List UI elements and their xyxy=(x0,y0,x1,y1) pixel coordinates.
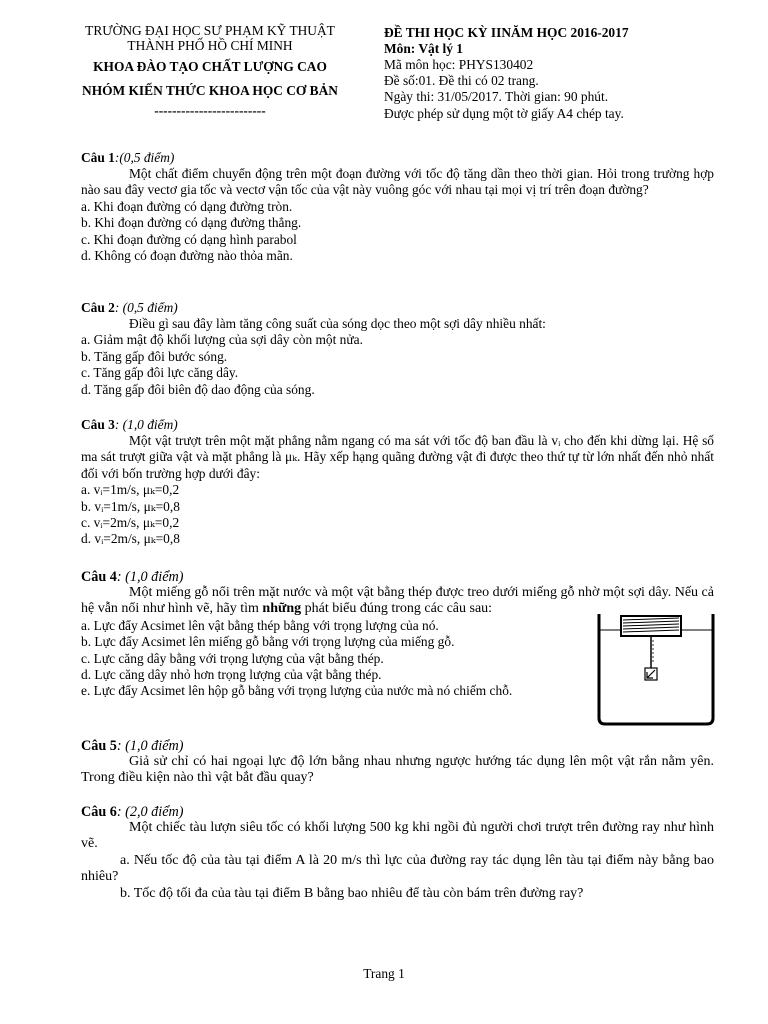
question-points: : (1,0 điểm) xyxy=(116,738,184,754)
option-b: b. Lực đẩy Acsimet lên miếng gỗ bằng với trọng lượng của miếng gỗ. xyxy=(81,634,455,650)
wooden-block xyxy=(621,616,681,636)
exam-date-time: Ngày thi: 31/05/2017. Thời gian: 90 phút. xyxy=(384,89,609,105)
option-a: a. vᵢ=1m/s, μₖ=0,2 xyxy=(81,482,180,498)
option-c: c. Khi đoạn đường có dạng hình parabol xyxy=(81,231,297,247)
exam-number: Đề số:01. Đề thi có 02 trang. xyxy=(384,73,539,89)
option-b: b. vᵢ=1m/s, μₖ=0,8 xyxy=(81,498,180,514)
exam-title: ĐỀ THI HỌC KỲ IINĂM HỌC 2016-2017 xyxy=(384,25,629,40)
subject-line: Môn: Vật lý 1 xyxy=(384,41,463,56)
question-points: :(0,5 điểm) xyxy=(114,150,175,165)
faculty-name: KHOA ĐÀO TẠO CHẤT LƯỢNG CAO xyxy=(93,59,327,74)
stem-emphasis: những xyxy=(262,601,302,617)
question-heading xyxy=(81,150,714,166)
question-1 xyxy=(81,150,714,264)
sub-question-a: a. Nếu tốc độ của tàu tại điểm A là 20 m/s thì lực của đường ray tác dụng lên tàu tại điểm này bằng bao nhiêu? xyxy=(81,852,714,885)
beaker-figure xyxy=(597,606,715,726)
school-name-line1: TRƯỜNG ĐẠI HỌC SƯ PHẠM KỸ THUẬT xyxy=(85,23,335,38)
option-e: e. Lực đẩy Acsimet lên hộp gỗ bằng với trọng lượng của nước mà nó chiếm chỗ. xyxy=(81,683,513,699)
question-label: Câu 5 xyxy=(81,738,117,754)
question-stem: Điều gì sau đây làm tăng công suất của sóng dọc theo một sợi dây nhiều nhất: xyxy=(129,316,546,331)
question-points: : (1,0 điểm) xyxy=(116,569,184,585)
question-points: : (0,5 điểm) xyxy=(114,300,178,315)
question-label: Câu 1 xyxy=(81,150,115,165)
question-points: : (2,0 điểm) xyxy=(116,804,184,820)
page-number: Trang 1 xyxy=(363,966,405,981)
question-5 xyxy=(81,738,714,787)
question-stem: Giả sử chỉ có hai ngoại lực độ lớn bằng nhau nhưng ngược hướng tác dụng lên một vật rắn nằm yên. Trong điều kiện nào thì vật bắt đầu quay? xyxy=(81,754,714,786)
question-label: Câu 3 xyxy=(81,417,115,432)
question-stem: Một chất điểm chuyển động trên một đoạn đường với tốc độ tăng dần theo thời gian. Hỏi trong trường hợp nào sau đây vectơ gia tốc và vectơ vận tốc của vật này vuông góc với nhau tại mọi vị trí trên đoạn đường? xyxy=(81,166,714,198)
option-d: d. vᵢ=2m/s, μₖ=0,8 xyxy=(81,531,180,547)
question-points: : (1,0 điểm) xyxy=(114,417,178,432)
course-code: Mã môn học: PHYS130402 xyxy=(384,57,534,72)
option-a: a. Lực đẩy Acsimet lên vật bằng thép bằng với trọng lượng của nó. xyxy=(81,617,439,633)
question-stem: Một chiếc tàu lượn siêu tốc có khối lượng 500 kg khi ngồi đủ người chơi trượt trên đường ray như hình vẽ. xyxy=(81,820,714,852)
question-heading xyxy=(81,738,714,754)
question-label: Câu 4 xyxy=(81,569,117,585)
question-2 xyxy=(81,300,714,398)
option-d: d. Tăng gấp đôi biên độ dao động của sóng. xyxy=(81,381,315,397)
question-3 xyxy=(81,417,714,548)
group-name: NHÓM KIẾN THỨC KHOA HỌC CƠ BẢN xyxy=(82,83,338,98)
question-heading xyxy=(81,804,714,820)
option-a: a. Giảm mật độ khối lượng của sợi dây còn một nửa. xyxy=(81,332,363,348)
question-heading xyxy=(81,417,714,433)
question-6 xyxy=(81,804,714,902)
option-d: d. Lực căng dây nhỏ hơn trọng lượng của vật bằng thép. xyxy=(81,667,382,683)
header-right xyxy=(384,25,744,122)
option-c: c. vᵢ=2m/s, μₖ=0,2 xyxy=(81,515,180,531)
steel-object xyxy=(645,668,657,680)
option-c: c. Lực căng dây bằng với trọng lượng của vật bằng thép. xyxy=(81,650,384,666)
stem-text-2: phát biểu đúng trong các câu sau: xyxy=(301,601,493,617)
question-stem: Một vật trượt trên một mặt phẳng nằm ngang có ma sát với tốc độ ban đầu là vᵢ cho đến khi dừng lại. Hệ số ma sát trượt giữa vật và mặt phẳng là μₖ. Hãy xếp hạng quãng đường vật đi được theo thứ tự từ lớn nhất đến nhỏ nhất đối với bốn trường hợp dưới đây: xyxy=(81,433,714,481)
question-label: Câu 6 xyxy=(81,804,117,820)
header-left xyxy=(60,23,360,118)
sub-question-b: b. Tốc độ tối đa của tàu tại điểm B bằng bao nhiêu để tàu còn bám trên đường ray? xyxy=(120,885,584,901)
allowed-materials: Được phép sử dụng một tờ giấy A4 chép tay. xyxy=(384,105,624,121)
school-name-line2: THÀNH PHỐ HỒ CHÍ MINH xyxy=(127,38,293,53)
option-b: b. Khi đoạn đường có dạng đường thẳng. xyxy=(81,215,302,231)
question-heading xyxy=(81,569,714,585)
option-d: d. Không có đoạn đường nào thỏa mãn. xyxy=(81,248,293,264)
question-heading xyxy=(81,300,714,316)
option-a: a. Khi đoạn đường có dạng đường tròn. xyxy=(81,198,293,214)
question-label: Câu 2 xyxy=(81,300,115,315)
stem-text-1: Một miếng gỗ nổi trên mặt nước và một vật bằng thép được treo dưới miếng gỗ nhờ một sợi dây. Nếu cả hệ vẫn nổi như hình vẽ, hãy tìm xyxy=(81,585,714,617)
header-separator: ------------------------- xyxy=(154,103,266,118)
option-b: b. Tăng gấp đôi bước sóng. xyxy=(81,348,228,364)
option-c: c. Tăng gấp đôi lực căng dây. xyxy=(81,365,239,381)
